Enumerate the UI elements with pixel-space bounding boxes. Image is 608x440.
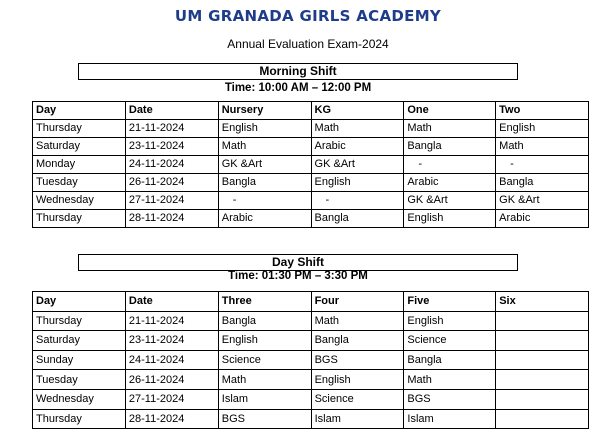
table-cell: English: [311, 174, 404, 192]
table-cell: Thursday: [33, 311, 126, 331]
table-cell: 28-11-2024: [125, 210, 218, 228]
morning-schedule-table: [32, 101, 589, 228]
exam-title: Annual Evaluation Exam-2024: [227, 37, 389, 51]
table-cell: English: [311, 370, 404, 390]
table-header-row: [33, 102, 589, 120]
table-cell: Arabic: [496, 210, 589, 228]
table-cell: 27-11-2024: [125, 389, 218, 409]
table-cell: 27-11-2024: [125, 192, 218, 210]
table-cell: -: [218, 192, 311, 210]
table-row: [33, 311, 589, 331]
table-header-row: [33, 292, 589, 312]
table-cell: Math: [496, 138, 589, 156]
table-cell: Math: [404, 370, 496, 390]
table-cell: Arabic: [404, 174, 496, 192]
table-cell: Tuesday: [33, 370, 126, 390]
day-shift-time: Time: 01:30 PM – 3:30 PM: [228, 270, 368, 282]
table-cell: [496, 409, 589, 429]
table-cell: 26-11-2024: [125, 370, 218, 390]
table-cell: Science: [218, 350, 311, 370]
table-cell: Bangla: [218, 311, 311, 331]
table-cell: Thursday: [33, 210, 126, 228]
table-cell: Thursday: [33, 120, 126, 138]
school-name: UM GRANADA GIRLS ACADEMY: [174, 7, 442, 25]
table-cell: 21-11-2024: [125, 120, 218, 138]
table-cell: GK &Art: [311, 156, 404, 174]
table-cell: 28-11-2024: [125, 409, 218, 429]
table-cell: 23-11-2024: [125, 138, 218, 156]
table-row: [33, 174, 589, 192]
column-header: Day: [33, 102, 126, 120]
column-header: Five: [404, 292, 496, 312]
day-schedule-table: [32, 291, 589, 429]
table-cell: Bangla: [496, 174, 589, 192]
table-cell: Math: [218, 370, 311, 390]
table-cell: Science: [404, 331, 496, 351]
table-row: [33, 370, 589, 390]
table-cell: [496, 350, 589, 370]
table-cell: Wednesday: [33, 389, 126, 409]
table-row: [33, 409, 589, 429]
table-row: [33, 120, 589, 138]
table-cell: Saturday: [33, 138, 126, 156]
table-cell: Thursday: [33, 409, 126, 429]
column-header: Date: [125, 292, 218, 312]
column-header: Nursery: [218, 102, 311, 120]
table-cell: Monday: [33, 156, 126, 174]
table-row: [33, 210, 589, 228]
table-cell: 24-11-2024: [125, 156, 218, 174]
table-cell: Science: [311, 389, 404, 409]
day-shift-title: Day Shift: [78, 254, 518, 271]
table-cell: Bangla: [311, 331, 404, 351]
table-cell: Islam: [218, 389, 311, 409]
table-cell: Math: [404, 120, 496, 138]
column-header: Date: [125, 102, 218, 120]
table-cell: Arabic: [311, 138, 404, 156]
table-cell: English: [404, 210, 496, 228]
morning-shift-title: Morning Shift: [78, 63, 518, 80]
table-cell: Bangla: [218, 174, 311, 192]
table-cell: BGS: [311, 350, 404, 370]
table-cell: English: [218, 120, 311, 138]
table-cell: Arabic: [218, 210, 311, 228]
table-cell: 26-11-2024: [125, 174, 218, 192]
table-cell: -: [404, 156, 496, 174]
column-header: One: [404, 102, 496, 120]
table-cell: Sunday: [33, 350, 126, 370]
table-cell: GK &Art: [404, 192, 496, 210]
table-row: [33, 192, 589, 210]
table-row: [33, 350, 589, 370]
table-cell: Tuesday: [33, 174, 126, 192]
table-cell: [496, 389, 589, 409]
table-row: [33, 138, 589, 156]
table-cell: Saturday: [33, 331, 126, 351]
table-cell: Bangla: [404, 138, 496, 156]
table-row: [33, 389, 589, 409]
table-cell: Islam: [311, 409, 404, 429]
table-cell: English: [404, 311, 496, 331]
table-cell: [496, 331, 589, 351]
table-cell: 24-11-2024: [125, 350, 218, 370]
column-header: Day: [33, 292, 126, 312]
morning-shift-time: Time: 10:00 AM – 12:00 PM: [224, 82, 372, 94]
table-cell: GK &Art: [218, 156, 311, 174]
table-cell: 21-11-2024: [125, 311, 218, 331]
table-row: [33, 156, 589, 174]
table-cell: Math: [311, 120, 404, 138]
table-row: [33, 331, 589, 351]
table-cell: [496, 370, 589, 390]
table-cell: BGS: [404, 389, 496, 409]
table-cell: [496, 311, 589, 331]
table-cell: Wednesday: [33, 192, 126, 210]
table-cell: GK &Art: [496, 192, 589, 210]
table-cell: -: [496, 156, 589, 174]
table-cell: Islam: [404, 409, 496, 429]
table-cell: 23-11-2024: [125, 331, 218, 351]
table-cell: English: [218, 331, 311, 351]
column-header: Three: [218, 292, 311, 312]
table-cell: Bangla: [404, 350, 496, 370]
table-cell: Math: [311, 311, 404, 331]
table-cell: BGS: [218, 409, 311, 429]
column-header: Six: [496, 292, 589, 312]
table-cell: Bangla: [311, 210, 404, 228]
column-header: Four: [311, 292, 404, 312]
table-cell: Math: [218, 138, 311, 156]
column-header: Two: [496, 102, 589, 120]
column-header: KG: [311, 102, 404, 120]
table-cell: English: [496, 120, 589, 138]
table-cell: -: [311, 192, 404, 210]
